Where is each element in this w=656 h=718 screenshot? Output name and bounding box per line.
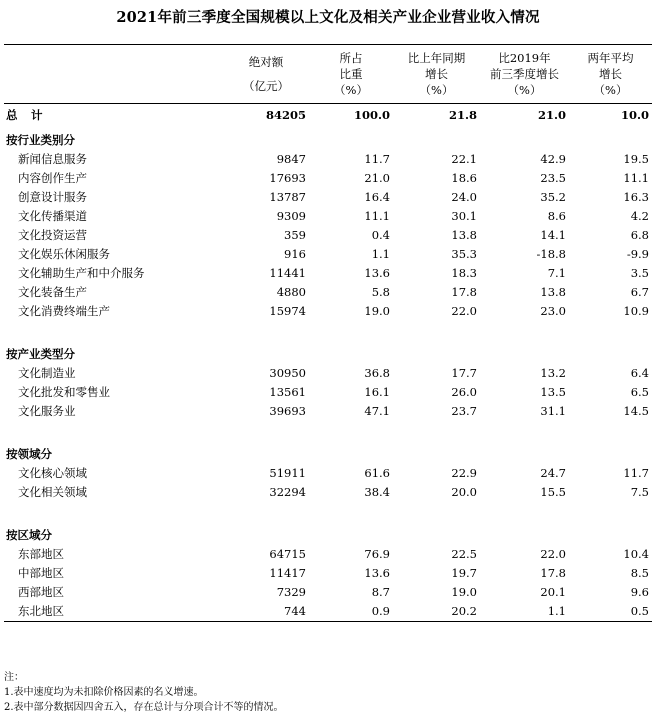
row-value: 6.5	[630, 385, 649, 399]
header-line: 所占	[339, 51, 363, 65]
header-line: 前三季度增长	[490, 67, 559, 81]
table-row	[4, 383, 652, 402]
row-value: 1.1	[480, 602, 569, 622]
section-title: 按行业类别分	[6, 133, 75, 147]
row-value: 9.6	[630, 585, 649, 599]
header-line: （%）	[334, 83, 368, 97]
empty-cell	[223, 421, 309, 440]
section-title: 按产业类型分	[6, 347, 75, 361]
empty-cell	[309, 440, 393, 464]
row-value: 18.6	[451, 171, 477, 185]
total-value: 10.0	[620, 107, 649, 122]
table-row	[4, 245, 652, 264]
empty-cell	[569, 502, 652, 521]
empty-cell	[223, 321, 309, 340]
empty-cell	[480, 321, 569, 340]
section-title: 按领域分	[6, 447, 52, 461]
empty-cell	[569, 340, 652, 364]
header-vs-2019-growth	[480, 45, 569, 104]
total-value: 84205	[265, 107, 306, 122]
empty-cell	[393, 421, 480, 440]
section-header-row	[4, 340, 652, 364]
table-row	[4, 188, 652, 207]
empty-cell	[393, 126, 480, 150]
header-two-year-avg-growth	[569, 45, 652, 104]
row-label: 文化投资运营	[18, 228, 87, 242]
section-header-row	[4, 521, 652, 545]
row-value: 5.8	[371, 285, 390, 299]
row-value: 16.1	[364, 385, 390, 399]
row-value: 19.7	[451, 566, 477, 580]
row-value: 6.4	[630, 366, 649, 380]
table-row	[4, 302, 652, 321]
note-item: 1.表中速度均为未扣除价格因素的名义增速。	[4, 687, 204, 698]
total-value: 100.0	[353, 107, 390, 122]
header-line: 比2019年	[498, 51, 551, 65]
empty-cell	[223, 340, 309, 364]
row-label: 文化娱乐休闲服务	[18, 247, 110, 261]
table-row	[4, 364, 652, 383]
row-value: 39693	[269, 404, 306, 418]
row-value: 8.7	[371, 585, 390, 599]
row-value: 30950	[269, 366, 306, 380]
row-label: 东部地区	[18, 547, 64, 561]
row-label: 文化装备生产	[18, 285, 87, 299]
header-line: 增长	[425, 67, 448, 81]
header-line: 比重	[339, 67, 363, 81]
empty-cell	[4, 321, 223, 340]
header-line: 比上年同期	[407, 51, 466, 65]
row-value: 0.5	[569, 602, 652, 622]
row-label: 创意设计服务	[18, 190, 87, 204]
empty-cell	[223, 440, 309, 464]
table-row	[4, 464, 652, 483]
row-value: 20.1	[540, 585, 566, 599]
row-value: 76.9	[364, 547, 390, 561]
header-yoy-growth	[393, 45, 480, 104]
row-value: 19.0	[364, 304, 390, 318]
row-label: 东北地区	[4, 602, 223, 622]
header-line: （%）	[593, 83, 628, 97]
row-value: 64715	[269, 547, 306, 561]
notes-heading: 注：	[4, 672, 24, 683]
empty-cell	[393, 340, 480, 364]
empty-cell	[309, 421, 393, 440]
header-line: 两年平均	[587, 51, 634, 65]
row-value: 11.1	[364, 209, 390, 223]
row-value: 13.6	[364, 266, 390, 280]
row-value: 17693	[269, 171, 306, 185]
row-value: 24.7	[540, 466, 566, 480]
empty-cell	[480, 440, 569, 464]
table-title: 2021年前三季度全国规模以上文化及相关产业企业营业收入情况	[116, 9, 540, 26]
row-value: 11.7	[364, 152, 390, 166]
row-value: 20.0	[451, 485, 477, 499]
row-value: 1.1	[371, 247, 390, 261]
row-value: 21.0	[364, 171, 390, 185]
row-value: 32294	[269, 485, 306, 499]
row-label: 文化制造业	[18, 366, 76, 380]
row-value: 47.1	[364, 404, 390, 418]
row-value: 22.9	[451, 466, 477, 480]
table-row	[4, 402, 652, 421]
header-line: （%）	[419, 83, 454, 97]
row-value: 0.4	[371, 228, 390, 242]
row-value: 13561	[269, 385, 306, 399]
row-value: 11417	[269, 566, 306, 580]
row-value: 23.7	[451, 404, 477, 418]
empty-cell	[393, 521, 480, 545]
footnotes	[4, 670, 652, 715]
row-value: 13.2	[540, 366, 566, 380]
row-value: 16.3	[623, 190, 649, 204]
row-value: 11441	[269, 266, 306, 280]
row-value: 0.9	[309, 602, 393, 622]
empty-cell	[393, 440, 480, 464]
row-label: 西部地区	[18, 585, 64, 599]
revenue-table	[4, 44, 652, 622]
empty-cell	[480, 521, 569, 545]
table-row	[4, 264, 652, 283]
empty-cell	[309, 521, 393, 545]
row-value: 23.5	[540, 171, 566, 185]
empty-cell	[569, 321, 652, 340]
table-row	[4, 283, 652, 302]
row-label: 文化核心领域	[18, 466, 87, 480]
row-value: 9847	[276, 152, 306, 166]
section-header-row	[4, 440, 652, 464]
row-value: 26.0	[451, 385, 477, 399]
spacer-row	[4, 421, 652, 440]
empty-cell	[223, 126, 309, 150]
row-value: 38.4	[364, 485, 390, 499]
row-value: 22.1	[451, 152, 477, 166]
row-value: 4880	[276, 285, 306, 299]
row-label: 文化服务业	[18, 404, 76, 418]
empty-cell	[309, 321, 393, 340]
row-value: 13.8	[540, 285, 566, 299]
table-row	[4, 583, 652, 602]
row-value: 13.6	[364, 566, 390, 580]
empty-cell	[569, 521, 652, 545]
row-label: 新闻信息服务	[18, 152, 87, 166]
row-value: 744	[223, 602, 309, 622]
row-value: 23.0	[540, 304, 566, 318]
row-value: 22.0	[451, 304, 477, 318]
row-value: 4.2	[630, 209, 649, 223]
row-label: 内容创作生产	[18, 171, 87, 185]
empty-cell	[480, 502, 569, 521]
table-body	[4, 104, 652, 622]
header-line: 增长	[599, 67, 622, 81]
empty-cell	[4, 421, 223, 440]
total-value: 21.0	[537, 107, 566, 122]
row-value: 36.8	[364, 366, 390, 380]
row-value: 359	[284, 228, 306, 242]
row-value: 11.7	[623, 466, 649, 480]
empty-cell	[223, 521, 309, 545]
row-value: 9309	[276, 209, 306, 223]
table-row	[4, 150, 652, 169]
row-value: 6.7	[630, 285, 649, 299]
section-header-row	[4, 126, 652, 150]
empty-cell	[569, 440, 652, 464]
header-absolute-value	[223, 45, 309, 104]
spacer-row	[4, 502, 652, 521]
row-value: 8.6	[547, 209, 566, 223]
empty-cell	[4, 502, 223, 521]
table-row	[4, 207, 652, 226]
row-value: -18.8	[536, 247, 566, 261]
total-label: 总 计	[6, 107, 44, 122]
row-value: 7.1	[547, 266, 566, 280]
empty-cell	[480, 421, 569, 440]
row-value: 14.5	[623, 404, 649, 418]
row-value: 11.1	[623, 171, 649, 185]
row-label: 文化批发和零售业	[18, 385, 110, 399]
table-row	[4, 483, 652, 502]
table-row	[4, 545, 652, 564]
note-item: 2.表中部分数据因四舍五入，存在总计与分项合计不等的情况。	[4, 702, 284, 713]
row-value: 61.6	[364, 466, 390, 480]
empty-cell	[309, 502, 393, 521]
row-value: 7329	[276, 585, 306, 599]
row-value: 31.1	[540, 404, 566, 418]
row-value: 22.0	[540, 547, 566, 561]
table-row	[4, 564, 652, 583]
table-row	[4, 169, 652, 188]
row-value: 6.8	[630, 228, 649, 242]
row-value: 30.1	[451, 209, 477, 223]
row-value: 16.4	[364, 190, 390, 204]
header-line: （%）	[507, 83, 542, 97]
total-row	[4, 104, 652, 127]
row-value: 17.8	[451, 285, 477, 299]
empty-cell	[393, 502, 480, 521]
row-value: 20.2	[393, 602, 480, 622]
row-value: 51911	[269, 466, 306, 480]
spacer-row	[4, 321, 652, 340]
empty-cell	[393, 321, 480, 340]
empty-cell	[223, 502, 309, 521]
row-value: 15.5	[540, 485, 566, 499]
row-value: 17.8	[540, 566, 566, 580]
header-row	[4, 45, 652, 104]
row-value: -9.9	[626, 247, 649, 261]
row-value: 14.1	[540, 228, 566, 242]
row-value: 18.3	[451, 266, 477, 280]
row-value: 15974	[269, 304, 306, 318]
row-value: 10.9	[623, 304, 649, 318]
total-value: 21.8	[448, 107, 477, 122]
row-value: 10.4	[623, 547, 649, 561]
empty-cell	[309, 126, 393, 150]
row-value: 916	[284, 247, 306, 261]
row-value: 35.2	[540, 190, 566, 204]
row-value: 3.5	[630, 266, 649, 280]
empty-cell	[480, 126, 569, 150]
row-value: 24.0	[451, 190, 477, 204]
row-value: 19.0	[451, 585, 477, 599]
row-value: 35.3	[451, 247, 477, 261]
row-label: 文化传播渠道	[18, 209, 87, 223]
header-line: （亿元）	[243, 79, 289, 93]
row-value: 13.8	[451, 228, 477, 242]
table-row	[4, 226, 652, 245]
row-label: 文化消费终端生产	[18, 304, 110, 318]
empty-cell	[480, 340, 569, 364]
row-label: 文化相关领域	[18, 485, 87, 499]
row-value: 7.5	[630, 485, 649, 499]
row-value: 13.5	[540, 385, 566, 399]
row-label: 文化辅助生产和中介服务	[18, 266, 145, 280]
section-title: 按区域分	[6, 528, 52, 542]
header-line: 绝对额	[248, 55, 284, 69]
empty-cell	[569, 126, 652, 150]
table-row	[4, 602, 652, 622]
row-value: 22.5	[451, 547, 477, 561]
empty-cell	[309, 340, 393, 364]
row-value: 42.9	[540, 152, 566, 166]
row-value: 8.5	[630, 566, 649, 580]
row-label: 中部地区	[18, 566, 64, 580]
row-value: 19.5	[623, 152, 649, 166]
row-value: 13787	[269, 190, 306, 204]
row-value: 17.7	[451, 366, 477, 380]
header-blank	[4, 45, 223, 104]
header-share	[309, 45, 393, 104]
empty-cell	[569, 421, 652, 440]
